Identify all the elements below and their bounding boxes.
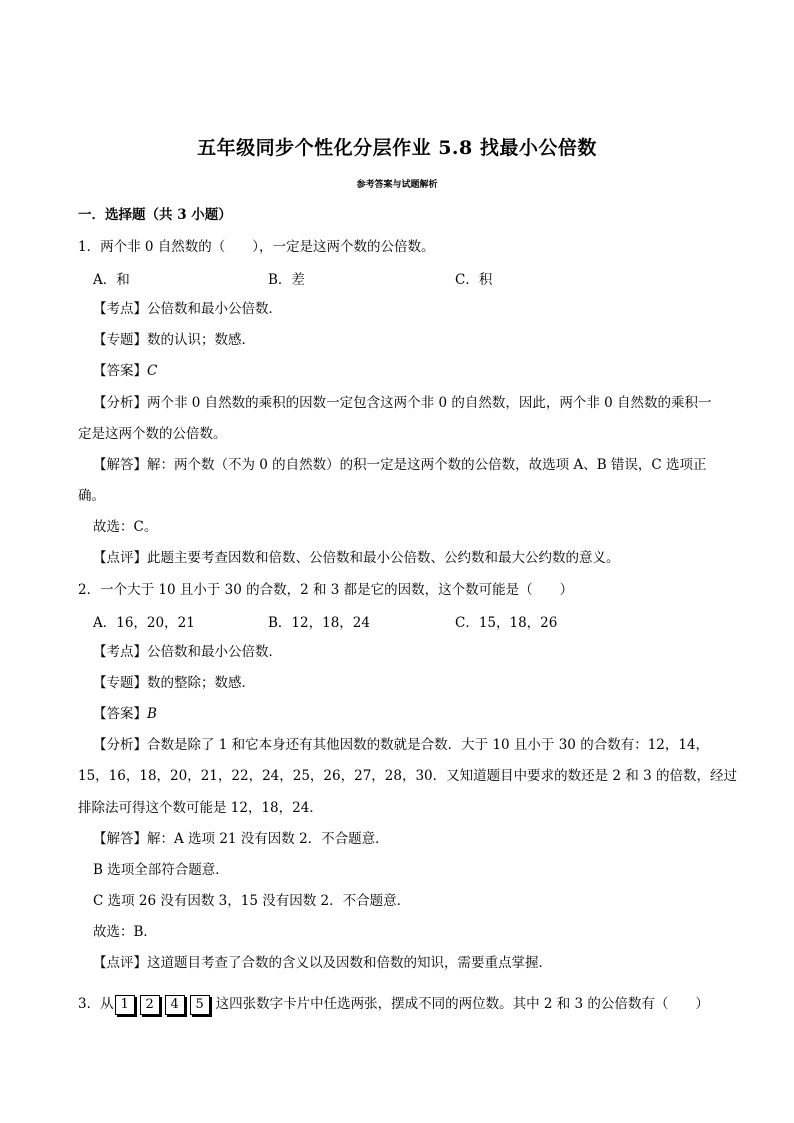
daan-tag: 【答案】 <box>93 706 147 722</box>
section-heading: 一．选择题（共 3 小题） <box>78 207 232 223</box>
page-subtitle: 参考答案与试题解析 <box>356 180 438 190</box>
fenxi-line-1: 两个非 0 自然数的乘积的因数一定包含这两个非 0 的自然数，因此，两个非 0 自然数的乘积一 <box>147 395 712 411</box>
daan-text: B <box>147 706 157 722</box>
fenxi-tag: 【分析】 <box>93 737 147 753</box>
q2-jieda-line-3: C 选项 26 没有因数 3，15 没有因数 2．不合题意． <box>93 893 411 909</box>
q2-fenxi-line-2: 15，16，18，20，21，22，24，25，26，27，28，30．又知道题目中要求的数还是 2 和 3 的倍数，经过 <box>78 768 737 784</box>
zhuanti-text: 数的整除；数感． <box>147 675 255 691</box>
q1-dianping <box>93 548 620 568</box>
page-title: 五年级同步个性化分层作业 5.8 找最小公倍数 <box>197 137 597 159</box>
jieda-tag: 【解答】 <box>93 457 147 473</box>
q1-option-b: B．差 <box>268 272 305 288</box>
daan-text: C <box>147 363 158 379</box>
number-card: 2 <box>140 995 160 1015</box>
q2-fenxi-line-3: 排除法可得这个数可能是 12，18，24． <box>78 800 323 816</box>
q3-suffix: 这四张数字卡片中任选两张，摆成不同的两位数。其中 2 和 3 的公倍数有（ ） <box>215 996 709 1012</box>
number-card: 1 <box>115 995 135 1015</box>
q2-jieda <box>93 829 389 849</box>
q2-zhuanti <box>93 673 255 693</box>
number-card: 4 <box>165 995 185 1015</box>
q1-jieda <box>93 455 707 475</box>
q2-dianping <box>93 953 552 973</box>
q3-prefix: 3．从 <box>78 996 114 1012</box>
dianping-tag: 【点评】 <box>93 550 147 566</box>
q1-kaodian <box>93 299 282 319</box>
kaodian-tag: 【考点】 <box>93 644 147 660</box>
q2-jieda-line-2: B 选项全部符合题意． <box>93 862 229 878</box>
q2-guxuan: 故选：B． <box>93 924 157 940</box>
fenxi-line-1: 合数是除了 1 和它本身还有其他因数的数就是合数．大于 10 且小于 30 的合数有：12，14， <box>147 737 710 753</box>
q2-option-b: B．12，18，24 <box>268 615 370 631</box>
q2-option-c: C．15，18，26 <box>455 615 558 631</box>
q2-option-a: A．16，20，21 <box>93 615 195 631</box>
kaodian-text: 公倍数和最小公倍数． <box>147 644 282 660</box>
daan-tag: 【答案】 <box>93 363 147 379</box>
q2-stem: 2．一个大于 10 且小于 30 的合数，2 和 3 都是它的因数，这个数可能是（ ） <box>78 582 574 598</box>
zhuanti-tag: 【专题】 <box>93 332 147 348</box>
zhuanti-text: 数的认识；数感． <box>147 332 255 348</box>
q1-option-a: A．和 <box>93 272 130 288</box>
q1-stem: 1．两个非 0 自然数的（ ），一定是这两个数的公倍数。 <box>78 239 435 255</box>
zhuanti-tag: 【专题】 <box>93 675 147 691</box>
fenxi-tag: 【分析】 <box>93 395 147 411</box>
q1-daan <box>93 361 157 381</box>
dianping-text: 此题主要考查因数和倍数、公倍数和最小公倍数、公约数和最大公约数的意义。 <box>147 550 620 566</box>
q2-daan <box>93 704 157 724</box>
q1-guxuan: 故选：C。 <box>93 519 158 535</box>
q2-kaodian <box>93 642 282 662</box>
kaodian-tag: 【考点】 <box>93 301 147 317</box>
dianping-text: 这道题目考查了合数的含义以及因数和倍数的知识，需要重点掌握． <box>147 955 552 971</box>
kaodian-text: 公倍数和最小公倍数． <box>147 301 282 317</box>
jieda-tag: 【解答】 <box>93 831 147 847</box>
q2-fenxi <box>93 735 709 755</box>
number-card: 5 <box>190 995 210 1015</box>
q1-fenxi-line-2: 定是这两个数的公倍数。 <box>78 426 227 442</box>
q1-option-c: C．积 <box>455 272 493 288</box>
q1-zhuanti <box>93 330 255 350</box>
q1-jieda-line-2: 确。 <box>78 488 105 504</box>
q1-fenxi <box>93 393 712 413</box>
jieda-line-1: 解：两个数（不为 0 的自然数）的积一定是这两个数的公倍数，故选项 A、B 错误，C 选项正 <box>147 457 707 473</box>
jieda-line-1: 解：A 选项 21 没有因数 2．不合题意． <box>147 831 389 847</box>
number-cards <box>115 994 215 1015</box>
dianping-tag: 【点评】 <box>93 955 147 971</box>
q3-stem <box>78 994 709 1015</box>
